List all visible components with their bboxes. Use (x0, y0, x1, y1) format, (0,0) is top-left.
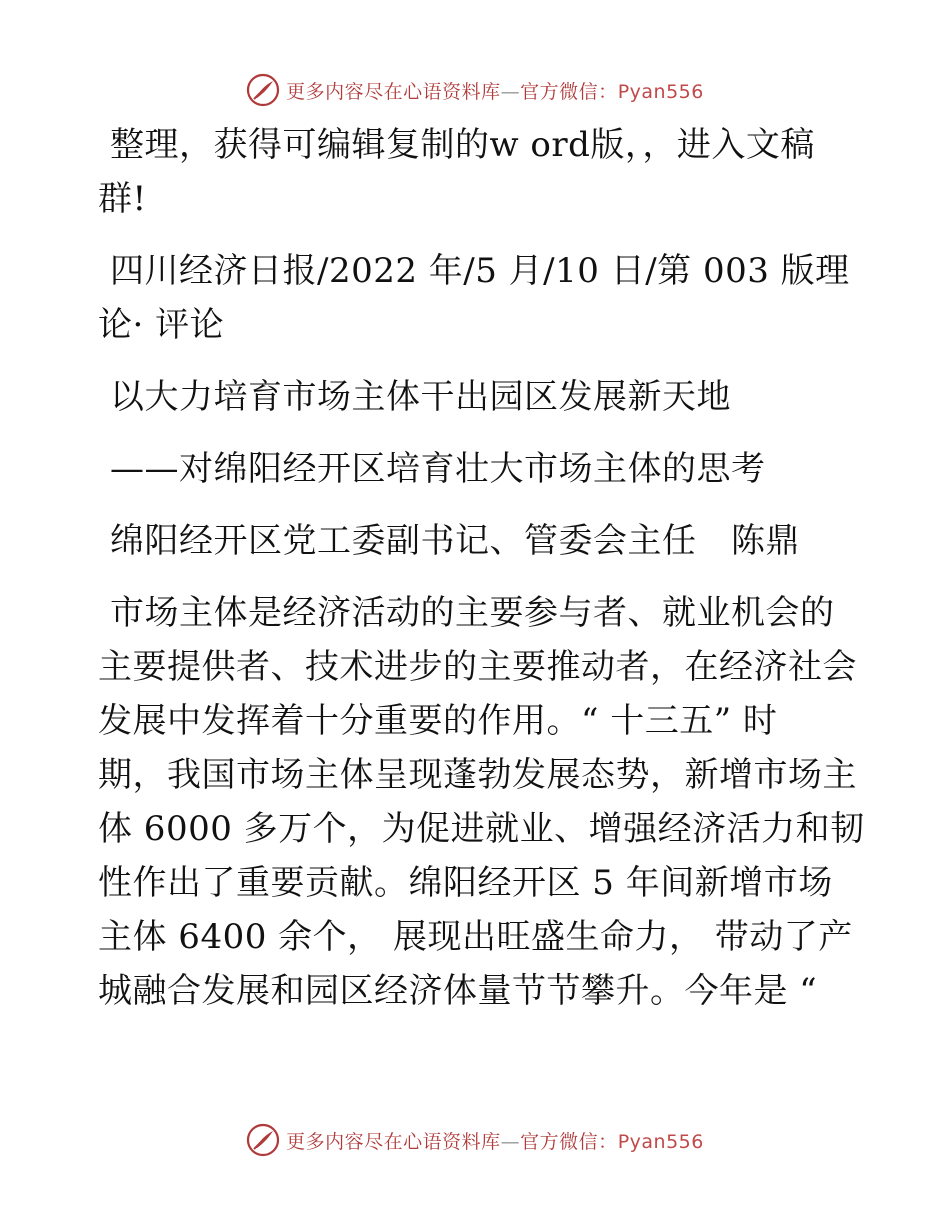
body-line: 期，我国市场主体呈现蓬勃发展态势，新增市场主 (98, 755, 857, 795)
body-line: 主要提供者、技术进步的主要推动者，在经济社会 (98, 647, 857, 687)
document-body (98, 118, 865, 1018)
banner-label: 官方微信： (520, 80, 618, 103)
article-title: 以大力培育市场主体干出园区发展新天地 (110, 377, 731, 417)
footer-watermark-banner (0, 1120, 950, 1160)
intro-paragraph: 整理，获得可编辑复制的w ord版，，进入文稿群! (98, 125, 815, 219)
banner-main-text: 更多内容尽在心语资料库 (286, 80, 501, 103)
source-line: 四川经济日报/2022 年/5 月/10 日/第 003 版理论· 评论 (98, 251, 850, 345)
banner-label: 官方微信： (520, 1130, 618, 1153)
body-line: 体 6000 多万个，为促进就业、增强经济活力和韧 (98, 809, 865, 849)
body-line: 主体 6400 余个， 展现出旺盛生命力， 带动了产 (98, 917, 853, 957)
body-line: 城融合发展和园区经济体量节节攀升。今年是 “ (98, 971, 818, 1011)
banner-dash: — (500, 1130, 521, 1153)
feather-pen-icon (246, 73, 280, 107)
body-line: 市场主体是经济活动的主要参与者、就业机会的 (110, 593, 835, 633)
banner-main-text: 更多内容尽在心语资料库 (286, 1130, 501, 1153)
body-line: 发展中发挥着十分重要的作用。“ 十三五” 时 (98, 701, 778, 741)
header-watermark-banner (0, 70, 950, 110)
banner-dash: — (500, 80, 521, 103)
article-body-paragraph (98, 586, 865, 1018)
banner-text (286, 1127, 704, 1154)
body-line: 性作出了重要贡献。绵阳经开区 5 年间新增市场 (98, 863, 833, 903)
banner-text (286, 77, 704, 104)
article-subtitle: ——对绵阳经开区培育壮大市场主体的思考 (110, 449, 766, 489)
feather-pen-icon (246, 1123, 280, 1157)
banner-account: Pyan556 (617, 80, 704, 103)
banner-account: Pyan556 (617, 1130, 704, 1153)
article-author: 绵阳经开区党工委副书记、管委会主任 陈鼎 (110, 521, 800, 561)
